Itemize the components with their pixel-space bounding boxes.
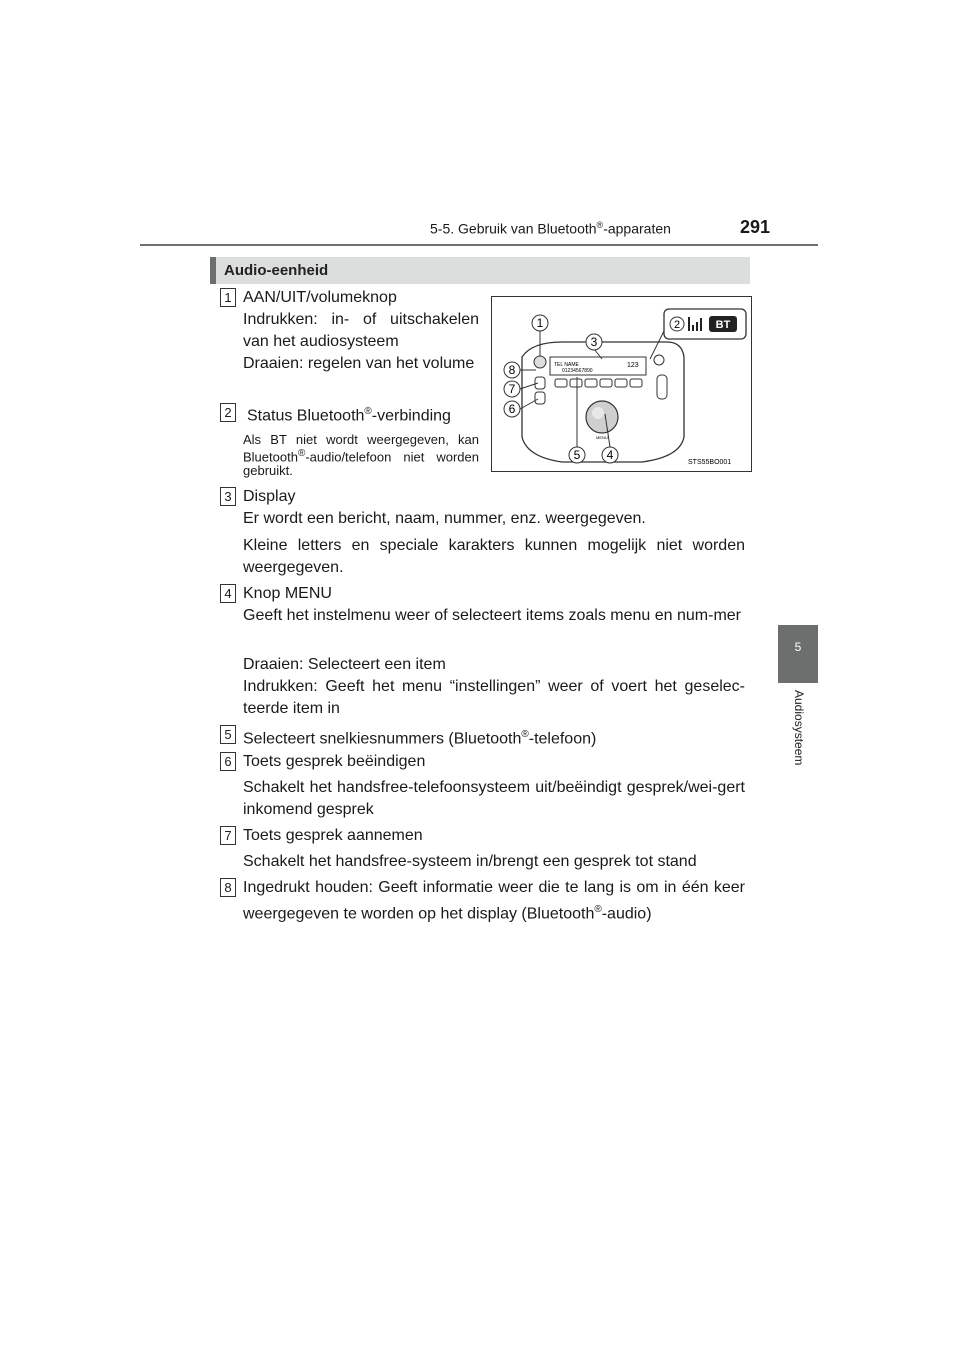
item-number-7: 7	[220, 826, 236, 845]
figure-code: STS55BO001	[688, 459, 732, 466]
item-4-line-3: Draaien: Selecteert een item	[243, 656, 446, 673]
item-6-line-2: Schakelt het handsfree-telefoonsysteem uit/beëindigt gesprek/wei-gert inkomend gesprek	[243, 779, 745, 818]
item-4-title: Knop MENU	[243, 585, 332, 602]
item-7-line-2: Schakelt het handsfree-systeem in/brengt een gesprek tot stand	[243, 853, 697, 870]
display-line2: 01234567890	[562, 368, 593, 374]
item-number-5: 5	[220, 725, 236, 744]
item-4-line-4: Indrukken: Geeft het menu “instellingen” weer of voert het geselec-teerde item in	[243, 678, 745, 717]
svg-text:6: 6	[508, 402, 516, 416]
header-rule	[140, 244, 818, 246]
page-number: 291	[740, 217, 771, 237]
chapter-tab-number: 5	[794, 640, 802, 654]
item-6-title: Toets gesprek beëindigen	[243, 753, 426, 770]
power-knob	[534, 356, 546, 368]
svg-text:8: 8	[508, 363, 516, 377]
item-7-title: Toets gesprek aannemen	[243, 827, 423, 844]
chapter-tab-label: Audiosysteem	[792, 690, 806, 766]
item-3-title: Display	[243, 488, 296, 505]
item-2-title: Status Bluetooth®-verbinding	[247, 406, 451, 425]
item-number-2: 2	[220, 403, 236, 422]
running-header: 5-5. Gebruik van Bluetooth®-apparaten	[430, 220, 671, 237]
item-4-line-2: Geeft het instelmenu weer of selecteert items zoals menu en num-mer	[243, 607, 741, 624]
right-top-button	[654, 355, 664, 365]
item-number-6: 6	[220, 752, 236, 771]
audio-unit-illustration	[492, 297, 751, 471]
item-number-4: 4	[220, 584, 236, 603]
svg-text:5: 5	[573, 448, 581, 462]
on-hook-button	[535, 392, 545, 404]
section-title: Audio-eenheid	[224, 262, 329, 279]
callout-2: 2	[673, 319, 681, 331]
section-heading-accent	[210, 257, 216, 284]
item-1-line-3: Draaien: regelen van het volume	[243, 355, 475, 372]
audio-unit-figure	[491, 296, 752, 472]
item-5-title: Selecteert snelkiesnummers (Bluetooth®-telefoon)	[243, 729, 597, 748]
item-number-1: 1	[220, 288, 236, 307]
item-number-3: 3	[220, 487, 236, 506]
menu-label: MENU	[596, 435, 608, 440]
item-3-line-2: Er wordt een bericht, naam, nummer, enz. weergegeven.	[243, 510, 646, 527]
chapter-tab	[778, 625, 818, 683]
item-3-line-3: Kleine letters en speciale karakters kunnen mogelijk niet worden weergegeven.	[243, 537, 745, 576]
item-1-title: AAN/UIT/volumeknop	[243, 289, 397, 306]
right-side-button	[657, 375, 667, 399]
svg-text:1: 1	[536, 316, 544, 330]
item-8-text: Ingedrukt houden: Geeft informatie weer die te lang is om in één keer weergegeven te worden op het display (Bluetooth®-audio)	[243, 879, 745, 923]
item-1-line-2: Indrukken: in- of uitschakelen van het audiosysteem	[243, 311, 479, 350]
svg-text:4: 4	[606, 448, 614, 462]
svg-text:3: 3	[590, 335, 598, 349]
svg-text:7: 7	[508, 382, 516, 396]
display-line1: TEL NAME	[554, 362, 579, 368]
item-2-note: Als BT niet wordt weergegeven, kan Bluetooth®-audio/telefoon niet worden gebruikt.	[243, 432, 479, 479]
svg-text:BT: BT	[715, 319, 731, 331]
display-right: 123	[627, 362, 639, 369]
item-number-8: 8	[220, 878, 236, 897]
